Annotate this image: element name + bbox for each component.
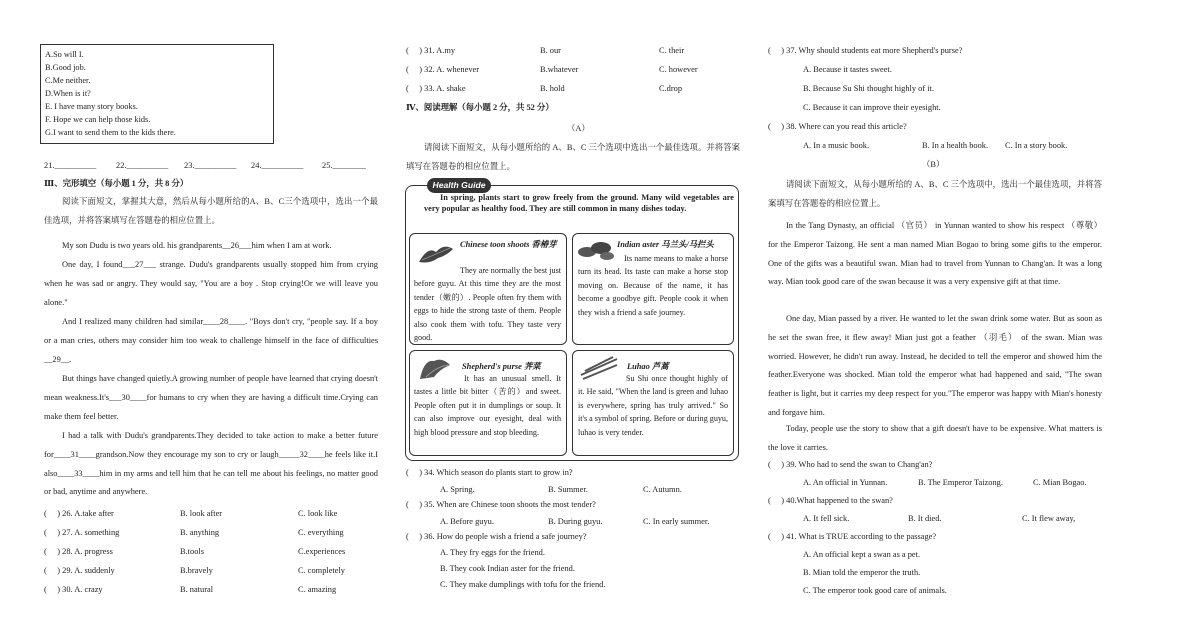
card3-text: It has an unusual smell. It tastes a little bit bitter（苦的）and sweet. People often put it in dumplings or soup. It can also improve our eyesight, deal with high blood pressure and stop bleeding.: [414, 374, 561, 437]
question-38: ( ) 38. Where can you read this article?: [768, 122, 907, 131]
q36-option-c: C. They make dumplings with tofu for the friend.: [440, 580, 606, 589]
q37-option-b: B. Because Su Shi thought highly of it.: [803, 84, 934, 93]
question-39: ( ) 39. Who had to send the swan to Chang'an?: [768, 460, 933, 469]
question-40: ( ) 40.What happened to the swan?: [768, 496, 893, 505]
card-indian-aster: [572, 233, 734, 345]
option-d: D.When is it?: [45, 89, 91, 98]
card-toon-shoots: [409, 233, 567, 345]
blank-24: 24.__________: [251, 161, 304, 170]
options-box: [40, 44, 274, 144]
reading-b-para-1: In the Tang Dynasty, an official （官员） in Yunnan wanted to show his respect （尊敬） for the Emperor Taizong. He sent a man named Mian Bogao to bring some gifts to the emperor. One of the gifts was a beautiful swan. Mian had to travel from Yunnan to Chang'an. It was a long way. Mian took good care of the swan because it was a very expensive gift at that time.: [768, 221, 1102, 287]
option-b: B.Good job.: [45, 63, 86, 72]
q35-option-c: C. In early summer.: [643, 517, 710, 526]
reading-a-instructions: 请阅读下面短文，从每小题所给的 A、B、C 三个选项中选出一个最佳选项。并将答案填写在答题卷的相应位置上。: [406, 143, 740, 171]
cloze-para-1: My son Dudu is two years old. his grandparents__26___him when I am at work.: [62, 241, 332, 250]
q37-option-a: A. Because it tastes sweet.: [803, 65, 892, 74]
option-c: C.Me neither.: [45, 76, 91, 85]
q38-option-b: B. In a health book.: [922, 141, 989, 150]
question-37: ( ) 37. Why should students eat more Shepherd's purse?: [768, 46, 963, 55]
question-41: ( ) 41. What is TRUE according to the passage?: [768, 532, 937, 541]
q34-option-a: A. Spring.: [440, 485, 475, 494]
card4-text: Su Shi once thought highly of it. He said, "When the land is green and luhao is everywhere, spring has truly arrived." So it's a symbol of spring. Before or during guyu, luhao is very tender.: [578, 374, 728, 437]
q36-option-b: B. They cook Indian aster for the friend.: [440, 564, 575, 573]
q39-option-c: C. Mian Bogao.: [1033, 478, 1087, 487]
q40-option-a: A. It fell sick.: [803, 514, 850, 523]
q34-option-b: B. Summer.: [548, 485, 588, 494]
blank-22: 22.__________: [116, 161, 169, 170]
question-34: ( ) 34. Which season do plants start to grow in?: [406, 468, 573, 477]
cloze-para-2: One day, I found___27___ strange. Dudu's grandparents usually stopped him from crying when he was sad or angry. They would say, "You are a boy . Stop crying!Or we will leave you alone.": [44, 260, 378, 307]
reading-b-instructions: 请阅读下面短文，从每小题所给的 A、B、C 三个选项中，选出一个最佳选项，并将答案填写在答题卷的相应位置上。: [768, 180, 1102, 208]
q38-option-a: A. In a music book.: [803, 141, 870, 150]
q35-option-b: B. During guyu.: [548, 517, 603, 526]
toon-shoots-image: [416, 240, 456, 266]
section4-title: Ⅳ、阅读理解（每小题 2 分，共 52 分）: [406, 103, 554, 112]
q41-option-a: A. An official kept a swan as a pet.: [803, 550, 921, 559]
cloze-instructions: 阅读下面短文，掌握其大意，然后从每小题所给的A、B、C三个选项中，选出一个最佳选项，并将答案填写在答题卷的相应位置上。: [44, 197, 378, 225]
reading-b-para-2: One day, Mian passed by a river. He wanted to let the swan drink some water. But as soon as he set the swan free, it flew away! Mian just got a feather （羽毛） of the swan. Mian was worried. However, he didn't run away. Instead, he decided to tell the emperor and showed him the feather.Everyone was shocked. Mian told the emperor what had happened and said, "The swan feather is light, but it carries my deep respect for you."The emperor was happy with Mian's honesty and forgave him.: [768, 314, 1102, 417]
health-guide-badge: Health Guide: [427, 178, 491, 193]
q39-option-a: A. An official in Yunnan.: [803, 478, 888, 487]
question-36: ( ) 36. How do people wish a friend a safe journey?: [406, 532, 587, 541]
option-e: E. I have many story books.: [45, 102, 138, 111]
card-shepherds-purse: [409, 350, 567, 456]
q35-option-a: A. Before guyu.: [440, 517, 494, 526]
q38-option-c: C. In a story book.: [1005, 141, 1068, 150]
q36-option-a: A. They fry eggs for the friend.: [440, 548, 545, 557]
cloze-para-5: I had a talk with Dudu's grandparents.They decided to take action to make a better future for____31____grandson.Now they encourage my son to cry or laugh_____32____he feels like it.I also____33____him in my arms and tell him that he can tell me about his feelings, no matter good or bad, anytime and anywhere.: [44, 431, 378, 497]
question-35: ( ) 35. When are Chinese toon shoots the most tender?: [406, 500, 596, 509]
card1-title: Chinese toon shoots 香椿芽: [460, 240, 557, 249]
q40-option-b: B. It died.: [908, 514, 942, 523]
cloze-para-3: And I realized many children had similar____28____. "Boys don't cry, "people say. If a boy or a man cries, others may consider him too weak to challenge himself in the face of difficulties __29__.: [44, 317, 378, 364]
card1-text: They are normally the best just before guyu. At this time they are the most tender（嫩的）. People often fry them with eggs to hide the strong taste of them. People also cook them with tofu. They taste very good.: [414, 266, 561, 343]
q41-option-b: B. Mian told the emperor the truth.: [803, 568, 921, 577]
card-luhao: [572, 350, 734, 456]
q40-option-c: C. It flew away,: [1022, 514, 1076, 523]
card2-title: Indian aster 马兰头/马拦头: [617, 240, 714, 249]
q41-option-c: C. The emperor took good care of animals.: [803, 586, 947, 595]
reading-b-para-3: Today, people use the story to show that a gift doesn't have to be expensive. What matters is the love it carries.: [768, 424, 1102, 452]
blank-23: 23.__________: [184, 161, 237, 170]
cloze-para-4: But things have changed quietly.A growing number of people have learned that crying doesn't mean weakness.It's___30____for humans to cry when they are having a difficult time.Crying can make them feel better.: [44, 374, 378, 421]
option-f: F. Hope we can help those kids.: [45, 115, 151, 124]
section3-title: Ⅲ、完形填空（每小题 1 分，共 8 分）: [44, 179, 189, 188]
q37-option-c: C. Because it can improve their eyesight.: [803, 103, 941, 112]
part-a-label: （A）: [567, 124, 590, 133]
guide-intro: In spring, plants start to grow freely from the ground. Many wild vegetables are very popular as healthy food. They are still common in many dishes today.: [424, 193, 734, 213]
blank-25: 25.________: [322, 161, 366, 170]
card3-title: Shepherd's purse 荠菜: [462, 362, 541, 371]
part-b-label: （B）: [922, 160, 945, 169]
option-g: G.I want to send them to the kids there.: [45, 128, 176, 137]
q34-option-c: C. Autumn.: [643, 485, 682, 494]
option-a: A.So will I.: [45, 50, 84, 59]
blank-21: 21.__________: [44, 161, 97, 170]
q39-option-b: B. The Emperor Taizong.: [918, 478, 1003, 487]
card2-text: Its name means to make a horse turn its head. Its taste can make a horse stop moving on. Because of the name, it has become a goodbye gift. People cook it when they wish a friend a safe journey.: [578, 254, 728, 317]
card4-title: Luhao 芦蒿: [627, 362, 669, 371]
